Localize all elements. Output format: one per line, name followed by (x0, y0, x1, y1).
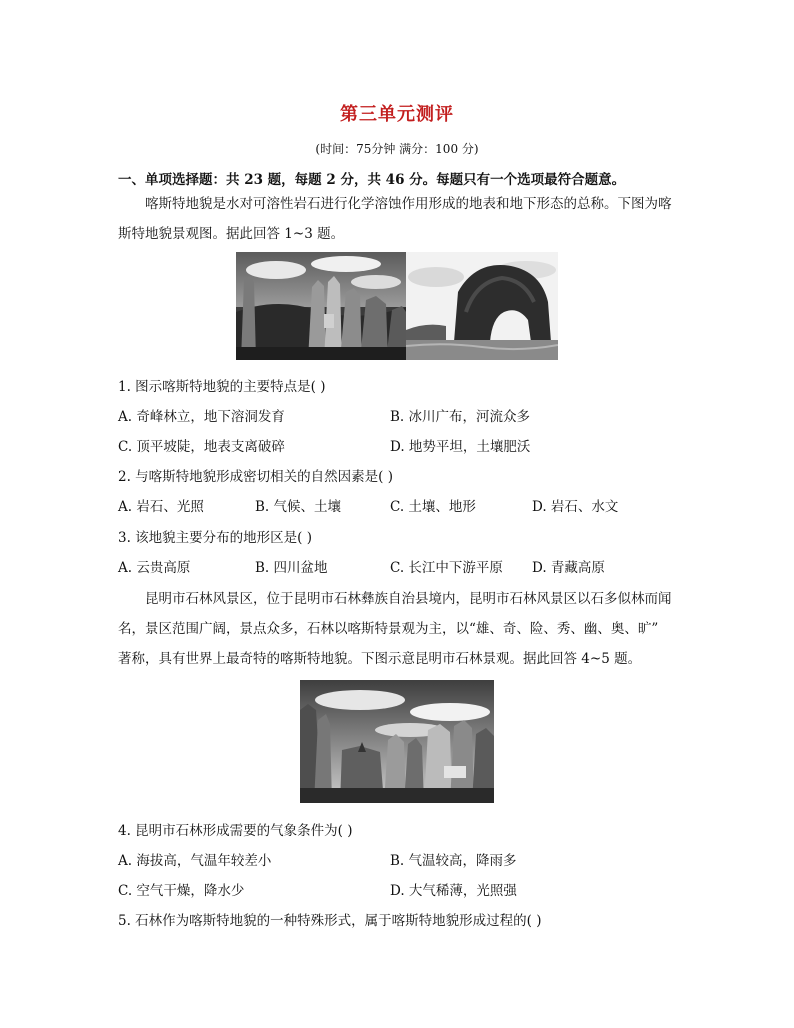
q3-stem: 3. 该地貌主要分布的地形区是( ) (118, 530, 312, 546)
karst-photo-elephant-trunk-hill (406, 252, 558, 360)
q1-option-d[interactable]: D. 地势平坦，土壤肥沃 (390, 439, 531, 455)
q2-option-d[interactable]: D. 岩石、水文 (532, 499, 619, 515)
q4-stem: 4. 昆明市石林形成需要的气象条件为( ) (118, 823, 353, 839)
q2-option-b[interactable]: B. 气候、土壤 (255, 499, 342, 515)
q4-option-b[interactable]: B. 气温较高，降雨多 (390, 853, 517, 869)
q3-option-d[interactable]: D. 青藏高原 (532, 560, 605, 576)
q1-stem: 1. 图示喀斯特地貌的主要特点是( ) (118, 379, 326, 395)
q4-option-c[interactable]: C. 空气干燥，降水少 (118, 883, 245, 899)
intro2-line3: 著称，具有世界上最奇特的喀斯特地貌。下图示意昆明市石林景观。据此回答 4~5 题。 (118, 651, 642, 667)
page-title: 第三单元测评 (340, 104, 454, 125)
intro2-line2: 名，景区范围广阔，景点众多，石林以喀斯特景观为主，以“雄、奇、险、秀、幽、奥、旷” (118, 621, 659, 637)
stone-forest-photo (300, 680, 494, 803)
q1-option-c[interactable]: C. 顶平坡陡，地表支离破碎 (118, 439, 285, 455)
intro1-line2: 斯特地貌景观图。据此回答 1~3 题。 (118, 226, 345, 242)
q3-option-a[interactable]: A. 云贵高原 (118, 560, 191, 576)
q2-stem: 2. 与喀斯特地貌形成密切相关的自然因素是( ) (118, 469, 393, 485)
q5-stem: 5. 石林作为喀斯特地貌的一种特殊形式，属于喀斯特地貌形成过程的( ) (118, 913, 542, 929)
intro1-line1: 喀斯特地貌是水对可溶性岩石进行化学溶蚀作用形成的地表和地下形态的总称。下图为喀 (145, 196, 672, 212)
karst-photo-stone-forest (236, 252, 406, 360)
q1-option-a[interactable]: A. 奇峰林立，地下溶洞发育 (118, 409, 285, 425)
q3-option-c[interactable]: C. 长江中下游平原 (390, 560, 503, 576)
q4-option-d[interactable]: D. 大气稀薄，光照强 (390, 883, 517, 899)
q1-option-b[interactable]: B. 冰川广布，河流众多 (390, 409, 531, 425)
intro2-line1: 昆明市石林风景区，位于昆明市石林彝族自治县境内，昆明市石林风景区以石多似林而闻 (145, 591, 672, 607)
q3-option-b[interactable]: B. 四川盆地 (255, 560, 328, 576)
q4-option-a[interactable]: A. 海拔高，气温年较差小 (118, 853, 272, 869)
exam-info: (时间：75分钟 满分：100 分) (315, 142, 479, 156)
section-heading: 一、单项选择题：共 23 题，每题 2 分，共 46 分。每题只有一个选项最符合题意。 (118, 172, 626, 188)
q2-option-c[interactable]: C. 土壤、地形 (390, 499, 476, 515)
q2-option-a[interactable]: A. 岩石、光照 (118, 499, 204, 515)
